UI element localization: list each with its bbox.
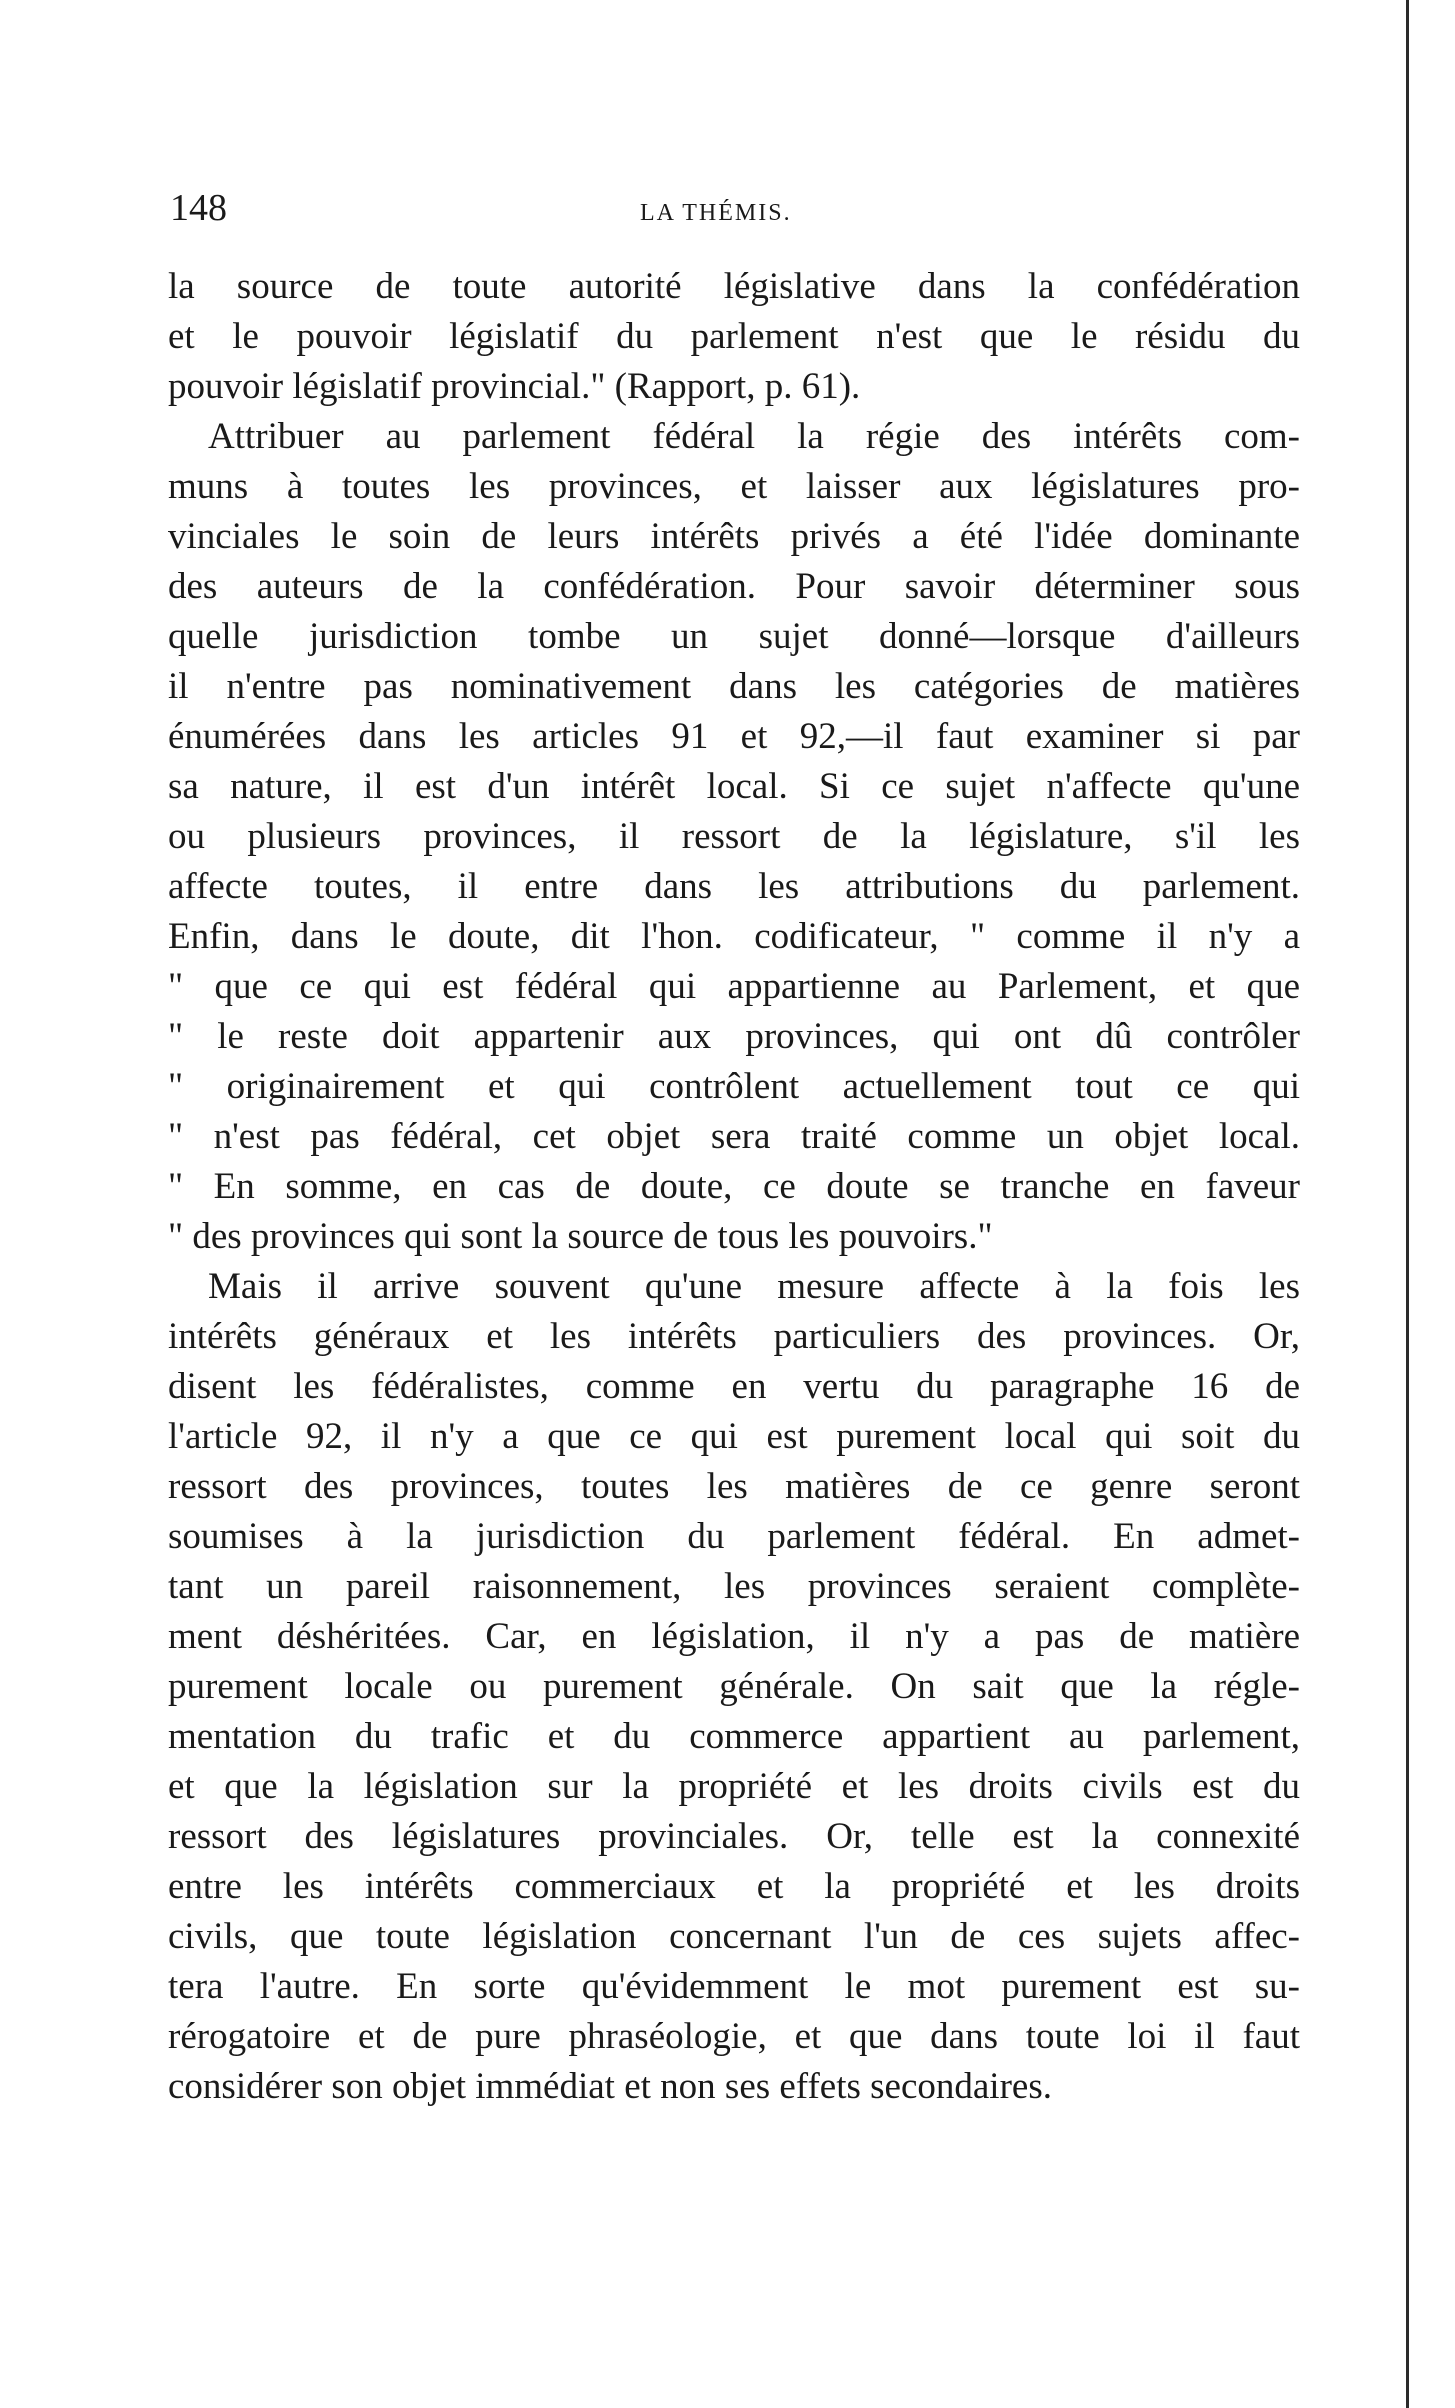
paragraph-2: [168, 412, 1300, 1262]
text-line: soumises à la jurisdiction du parlement fédéral. En admet-: [168, 1516, 1300, 1557]
text-line: affecte toutes, il entre dans les attributions du parlement.: [168, 866, 1300, 907]
text-line: purement locale ou purement générale. On sait que la régle-: [168, 1666, 1300, 1707]
text-line: l'article 92, il n'y a que ce qui est purement local qui soit du: [168, 1416, 1300, 1457]
text-line: " des provinces qui sont la source de tous les pouvoirs.": [168, 1216, 993, 1257]
page-header: [170, 186, 1300, 236]
text-line: rérogatoire et de pure phraséologie, et que dans toute loi il faut: [168, 2016, 1300, 2057]
text-line: Enfin, dans le doute, dit l'hon. codificateur, " comme il n'y a: [168, 916, 1300, 957]
text-line: Mais il arrive souvent qu'une mesure affecte à la fois les: [208, 1266, 1300, 1307]
text-line: vinciales le soin de leurs intérêts privés a été l'idée dominante: [168, 516, 1300, 557]
text-line: et le pouvoir législatif du parlement n'est que le résidu du: [168, 316, 1300, 357]
text-line: sa nature, il est d'un intérêt local. Si ce sujet n'affecte qu'une: [168, 766, 1300, 807]
text-line: considérer son objet immédiat et non ses effets secondaires.: [168, 2066, 1052, 2107]
page-number: 148: [170, 187, 227, 229]
text-line: pouvoir législatif provincial." (Rapport, p. 61).: [168, 366, 861, 407]
text-line: intérêts généraux et les intérêts particuliers des provinces. Or,: [168, 1316, 1300, 1357]
text-line: la source de toute autorité législative dans la confédération: [168, 266, 1300, 307]
text-line: ou plusieurs provinces, il ressort de la législature, s'il les: [168, 816, 1300, 857]
page-edge-line: [1406, 0, 1409, 2408]
text-line: mentation du trafic et du commerce appartient au parlement,: [168, 1716, 1300, 1757]
text-line: " n'est pas fédéral, cet objet sera traité comme un objet local.: [168, 1116, 1300, 1157]
text-line: muns à toutes les provinces, et laisser aux législatures pro-: [168, 466, 1300, 507]
text-line: " que ce qui est fédéral qui appartienne au Parlement, et que: [168, 966, 1300, 1007]
text-line: tera l'autre. En sorte qu'évidemment le mot purement est su-: [168, 1966, 1300, 2007]
text-line: énumérées dans les articles 91 et 92,—il faut examiner si par: [168, 716, 1300, 757]
text-line: " En somme, en cas de doute, ce doute se tranche en faveur: [168, 1166, 1300, 1207]
text-line: tant un pareil raisonnement, les provinces seraient complète-: [168, 1566, 1300, 1607]
text-line: ment déshéritées. Car, en législation, il n'y a pas de matière: [168, 1616, 1300, 1657]
text-line: entre les intérêts commerciaux et la propriété et les droits: [168, 1866, 1300, 1907]
text-line: " le reste doit appartenir aux provinces, qui ont dû contrôler: [168, 1016, 1300, 1057]
text-line: " originairement et qui contrôlent actuellement tout ce qui: [168, 1066, 1300, 1107]
text-line: ressort des provinces, toutes les matières de ce genre seront: [168, 1466, 1300, 1507]
text-line: il n'entre pas nominativement dans les catégories de matières: [168, 666, 1300, 707]
text-line: civils, que toute législation concernant l'un de ces sujets affec-: [168, 1916, 1300, 1957]
text-line: disent les fédéralistes, comme en vertu du paragraphe 16 de: [168, 1366, 1300, 1407]
running-title: LA THÉMIS.: [640, 200, 792, 226]
text-line: ressort des législatures provinciales. Or, telle est la connexité: [168, 1816, 1300, 1857]
text-line: et que la législation sur la propriété et les droits civils est du: [168, 1766, 1300, 1807]
text-line: Attribuer au parlement fédéral la régie des intérêts com-: [208, 416, 1300, 457]
paragraph-1: [168, 262, 1300, 412]
body-text: [168, 262, 1300, 2112]
text-line: quelle jurisdiction tombe un sujet donné—lorsque d'ailleurs: [168, 616, 1300, 657]
text-line: des auteurs de la confédération. Pour savoir déterminer sous: [168, 566, 1300, 607]
paragraph-3: [168, 1262, 1300, 2112]
